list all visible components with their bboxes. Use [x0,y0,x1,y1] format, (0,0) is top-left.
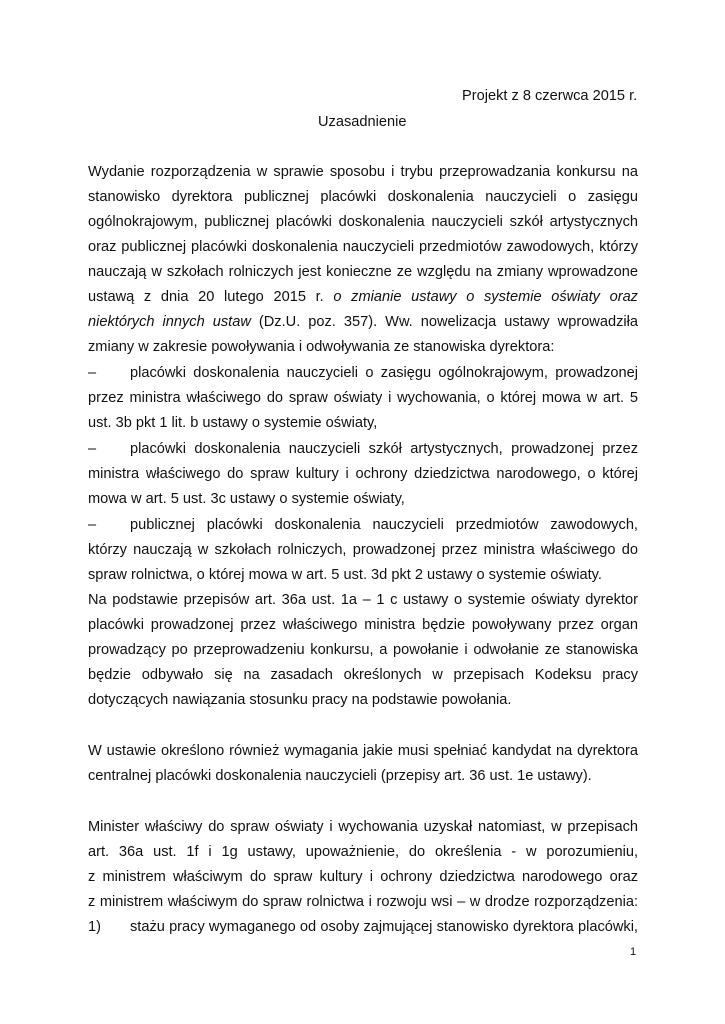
bullet-line: przez ministra właściwego do spraw oświaty i wychowania, o której mowa w art. 5 [88,390,638,406]
document-title: Uzasadnienie [318,114,407,130]
bullet-line: którzy nauczają w szkołach rolniczych, prowadzonej przez ministra właściwego do [88,542,638,558]
text-span: (Dz.U. poz. 357). Ww. nowelizacja ustawy wprowadziła [250,314,638,330]
list-item-text: stażu pracy wymaganego od osoby zajmującej stanowisko dyrektora placówki, [130,919,638,935]
dash-bullet: – [88,365,97,381]
paragraph-line: stanowisko dyrektora publicznej placówki doskonalenia nauczycieli o zasięgu [88,189,638,205]
paragraph-line: Wydanie rozporządzenia w sprawie sposobu i trybu przeprowadzania konkursu na [88,164,638,180]
bullet-line: placówki doskonalenia nauczycieli o zasięgu ogólnokrajowym, prowadzonej [130,365,638,381]
page-number: 1 [630,946,637,958]
paragraph-line: oraz publicznej placówki doskonalenia nauczycieli przedmiotów zawodowych, którzy [88,239,638,255]
paragraph-line: z ministrem właściwym do spraw kultury i ochrony dziedzictwa narodowego oraz [88,869,638,885]
paragraph-line: z ministrem właściwym do spraw rolnictwa i rozwoju wsi – w drodze rozporządzenia: [88,894,638,910]
paragraph-line: Na podstawie przepisów art. 36a ust. 1a – 1 c ustawy o systemie oświaty dyrektor [88,592,638,608]
paragraph-line-mixed [88,314,638,331]
paragraph-line: będzie odbywało się na zasadach określonych w przepisach Kodeksu pracy [88,667,638,683]
paragraph-line: art. 36a ust. 1f i 1g ustawy, upoważnienie, do określenia - w porozumieniu, [88,844,638,860]
bullet-line: ministra właściwego do spraw kultury i ochrony dziedzictwa narodowego, o której [88,466,638,482]
paragraph-line: ogólnokrajowym, publicznej placówki doskonalenia nauczycieli szkół artystycznych [88,214,638,230]
bullet-line: mowa w art. 5 ust. 3c ustawy o systemie oświaty, [88,491,405,507]
list-number: 1) [88,919,101,935]
dash-bullet: – [88,441,97,457]
project-date: Projekt z 8 czerwca 2015 r. [462,88,638,104]
paragraph-line: W ustawie określono również wymagania jakie musi spełniać kandydat na dyrektora [88,743,638,759]
paragraph-line: prowadzący po przeprowadzeniu konkursu, a powołanie i odwołanie ze stanowiska [88,642,638,658]
act-title-italic: niektórych innych ustaw [88,314,251,330]
act-title-italic: o zmianie ustawy o systemie oświaty oraz [333,289,638,305]
text-span: ustawą z dnia 20 lutego 2015 r. [88,289,334,305]
bullet-line: spraw rolnictwa, o której mowa w art. 5 ust. 3d pkt 2 ustawy o systemie oświaty. [88,567,602,583]
bullet-line: publicznej placówki doskonalenia nauczycieli przedmiotów zawodowych, [130,517,638,533]
paragraph-line-mixed [88,289,638,306]
paragraph-line: zmiany w zakresie powoływania i odwoływania ze stanowiska dyrektora: [88,339,555,355]
dash-bullet: – [88,517,97,533]
paragraph-line: centralnej placówki doskonalenia nauczycieli (przepisy art. 36 ust. 1e ustawy). [88,768,592,784]
paragraph-line: nauczają w szkołach rolniczych jest konieczne ze względu na zmiany wprowadzone [88,264,638,280]
paragraph-line: placówki prowadzonej przez właściwego ministra będzie powoływany przez organ [88,617,638,633]
bullet-line: ust. 3b pkt 1 lit. b ustawy o systemie oświaty, [88,415,378,431]
bullet-line: placówki doskonalenia nauczycieli szkół artystycznych, prowadzonej przez [130,441,638,457]
paragraph-line: Minister właściwy do spraw oświaty i wychowania uzyskał natomiast, w przepisach [88,819,638,835]
paragraph-line: dotyczących nawiązania stosunku pracy na podstawie powołania. [88,692,512,708]
